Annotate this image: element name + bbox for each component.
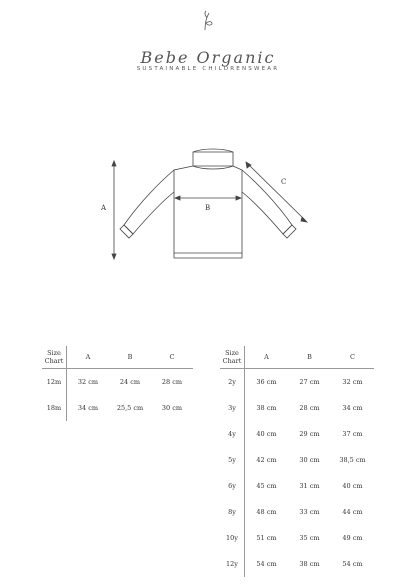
value-c: 28 cm: [161, 378, 183, 386]
table-row: [220, 447, 374, 473]
value-a: 48 cm: [256, 508, 277, 516]
table-row: [42, 369, 193, 396]
column-header-a: A: [264, 353, 269, 361]
column-header-a: A: [85, 353, 91, 361]
size-chart-header: Size Chart: [42, 346, 67, 368]
column-header-b: B: [127, 353, 133, 361]
column-header-c: C: [350, 353, 355, 361]
value-c: 30 cm: [161, 404, 183, 412]
column-header-c: C: [169, 353, 175, 361]
table-row: [42, 395, 193, 421]
value-c: 44 cm: [342, 508, 363, 516]
size-label: 12m: [42, 369, 67, 396]
size-label: 4y: [220, 421, 245, 447]
table-row: [220, 369, 374, 396]
table-row: [220, 525, 374, 551]
size-label: 10y: [220, 525, 245, 551]
size-label: 6y: [220, 473, 245, 499]
value-a: 45 cm: [256, 482, 277, 490]
value-b: 28 cm: [299, 404, 320, 412]
value-b: 33 cm: [299, 508, 320, 516]
brand-name: Bebe Organic: [140, 48, 276, 67]
size-label: 5y: [220, 447, 245, 473]
size-label: 18m: [42, 395, 67, 421]
value-a: 54 cm: [256, 560, 277, 568]
value-b: 30 cm: [299, 456, 320, 464]
value-b: 38 cm: [299, 560, 320, 568]
label-b: B: [205, 204, 211, 212]
brand-tagline: SUSTAINABLE CHILDRENSWEAR: [136, 66, 280, 72]
size-chart-kids: [220, 346, 374, 577]
value-a: 36 cm: [256, 378, 277, 386]
value-a: 42 cm: [256, 456, 277, 464]
value-c: 38,5 cm: [339, 456, 366, 464]
label-c: C: [281, 178, 287, 186]
value-c: 49 cm: [342, 534, 363, 542]
value-a: 40 cm: [256, 430, 277, 438]
table-row: [220, 551, 374, 577]
value-c: 37 cm: [342, 430, 363, 438]
value-c: 54 cm: [342, 560, 363, 568]
sweater-diagram: [0, 140, 416, 270]
value-c: 40 cm: [342, 482, 363, 490]
value-b: 25,5 cm: [116, 404, 144, 412]
label-a: A: [101, 204, 107, 212]
table-row: [220, 395, 374, 421]
size-label: 8y: [220, 499, 245, 525]
value-b: 27 cm: [299, 378, 320, 386]
size-label: 12y: [220, 551, 245, 577]
column-header-b: B: [307, 353, 312, 361]
value-b: 24 cm: [119, 378, 141, 386]
size-chart-infant: [42, 346, 193, 421]
leaf-icon: [200, 10, 216, 32]
table-row: [220, 499, 374, 525]
value-a: 34 cm: [77, 404, 99, 412]
value-c: 34 cm: [342, 404, 363, 412]
value-c: 32 cm: [342, 378, 363, 386]
value-a: 51 cm: [256, 534, 277, 542]
value-a: 38 cm: [256, 404, 277, 412]
value-b: 35 cm: [299, 534, 320, 542]
size-label: 2y: [220, 369, 245, 396]
table-row: [220, 421, 374, 447]
table-row: [220, 473, 374, 499]
value-b: 29 cm: [299, 430, 320, 438]
size-label: 3y: [220, 395, 245, 421]
size-chart-header: Size Chart: [220, 346, 245, 368]
value-b: 31 cm: [299, 482, 320, 490]
value-a: 32 cm: [77, 378, 99, 386]
